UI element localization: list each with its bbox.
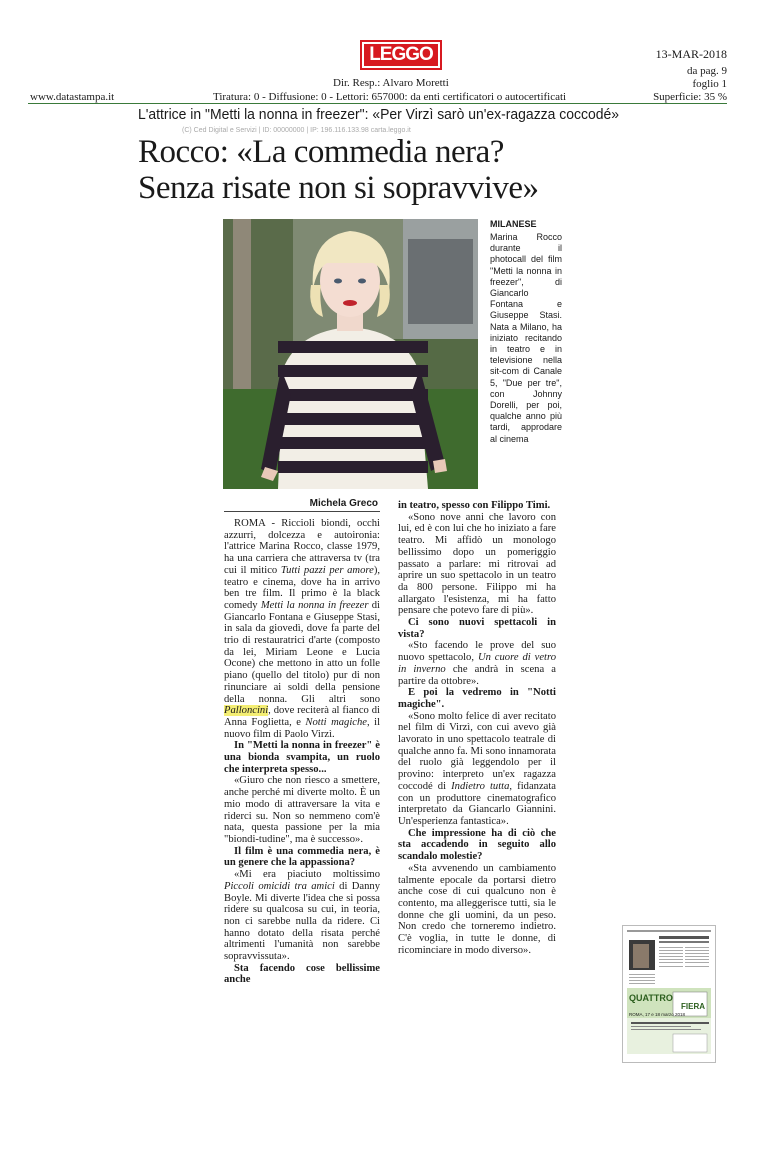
publication-date: 13-MAR-2018: [655, 47, 727, 61]
article-photo: [223, 219, 478, 489]
thumbnail-label-1: QUATTRO: [629, 993, 673, 1003]
answer-2: «Mi era piaciuto moltissimo Piccoli omicidi tra amici di Danny Boyle. Mi diverte l'idea che si possa ridere su qualcosa su cui, in teoria, non ci sarebbe nulla da ridere. Ci hanno dotato della risata perché altrimenti l'umanità non sarebbe sopravvissuta».: [224, 869, 380, 963]
page-from: da pag. 9: [686, 65, 727, 77]
answer-1: «Giuro che non riesco a smettere, anche perché mi diverte molto. È un mio modo di attraversare la vita e riderci su. Non so nemmeno com'è nata, questa passione per la mia "biondi-tudine", ma è successo».: [224, 775, 380, 845]
byline-rule: [224, 511, 380, 512]
answer-6: «Sta avvenendo un cambiamento talmente epocale da portarsi dietro anche cose di cui qualcuno non è contento, ma alleggerisce tutti, sia le donne che gli uomini, da un peso. Non credo che torneremo indietro. C'è voglia, in tutte le donne, di ricominciare in modo diverso».: [398, 862, 556, 956]
article-byline: Michela Greco: [309, 498, 378, 509]
question-3-start: Sta facendo cose bellissime anche: [224, 962, 380, 986]
website-label: www.datastampa.it: [30, 91, 115, 103]
leggo-logo: LEGGO: [360, 40, 442, 70]
page-thumbnail: [622, 925, 716, 1063]
question-5: E poi la vedremo in "Notti magiche".: [398, 687, 556, 710]
surface-label: Superficie: 35 %: [653, 91, 727, 103]
director-line: Dir. Resp.: Alvaro Moretti: [333, 77, 449, 89]
article-kicker: L'attrice in "Metti la nonna in freezer": «Per Virzì sarò un'ex-ragazza coccodé»: [138, 106, 619, 123]
question-3-end: in teatro, spesso con Filippo Timi.: [398, 500, 551, 511]
title-line-1: Rocco: «La commedia nera?: [138, 134, 504, 170]
photo-caption: Marina Rocco durante il photocall del film "Metti la nonna in freezer", di Giancarlo Fontana e Giuseppe Stasi. Nata a Milano, ha iniziato recitando in teatro e in televisione nella sit-com di Canale 5, "Due per tre", con Johnny Dorelli, per poi, qualche anno più tardi, approdare al cinema: [490, 232, 562, 444]
caption-heading: MILANESE: [490, 219, 537, 229]
thumbnail-label-2: FIERA: [681, 1002, 705, 1011]
intro-paragraph: ROMA - Riccioli biondi, occhi azzurri, dolcezza e autoironia: l'attrice Marina Rocco, classe 1979, ha una carriera che attraversa tv (tra cui il mitico Tutti pazzi per amore), teatro e cinema, dove ha in arrivo ben tre film. Il primo è la black comedy Metti la nonna in freezer di Giancarlo Fontana e Giuseppe Stasi, in sala da giovedì, dove fa parte del trio di restauratrici d'arte (composto da lei, Miriam Leone e Lucia Ocone) che mettono in atto un folle piano (quello del titolo) pur di non rinunciare ai soldi della pensione della nonna. Gli altri sono Palloncini, dove reciterà al fianco di Anna Foglietta, e Notti magiche, il nuovo film di Paolo Virzì.: [224, 518, 381, 740]
question-6: Che impressione ha di ciò che sta accadendo in seguito allo scandalo molestie?: [398, 827, 556, 863]
circulation-line: Tiratura: 0 - Diffusione: 0 - Lettori: 657000: da enti certificatori o autocertificati: [213, 91, 567, 103]
question-4: Ci sono nuovi spettacoli in vista?: [398, 617, 556, 640]
question-1: In "Metti la nonna in freezer" è una bionda svampita, un ruolo che interpreta spesso...: [224, 740, 380, 775]
article-column-2: [398, 500, 556, 956]
answer-4: «Sto facendo le prove del suo nuovo spettacolo, Un cuore di vetro in inverno che andrà in scena a partire da ottobre».: [398, 640, 556, 687]
thumbnail-line: ROMA, 17 e 18 marzo 2018: [629, 1012, 686, 1017]
question-2: Il film è una commedia nera, è un genere che la appassiona?: [224, 845, 380, 869]
answer-3: «Sono nove anni che lavoro con lui, ed è con lui che ho iniziato a fare teatro. Mi affidò un monologo bellissimo dopo un pomeriggio passato a parlare: mi ritrovai ad aprire un suo spettacolo in un teatro da 800 persone. Filippo mi ha allargato l'esistenza, mi ha fatto pensare che potevo fare di più».: [398, 511, 556, 617]
sheet-number: foglio 1: [692, 78, 727, 90]
article-credit: (C) Ced Digital e Servizi | ID: 00000000 | IP: 196.116.133.98 carta.leggo.it: [182, 127, 411, 134]
portrait-illustration: [223, 219, 478, 489]
article-column-1: [224, 518, 380, 986]
article-title: [138, 134, 658, 206]
highlighted-film-title: Palloncini: [224, 705, 269, 717]
title-line-2: Senza risate non si sopravvive»: [138, 170, 539, 206]
answer-5: «Sono molto felice di aver recitato nel film di Virzì, con cui avevo già lavorato in uno spettacolo teatrale di qualche anno fa. Mi sono innamorata del ruolo già leggendolo per il provino: interpreto un'ex ragazza coccodé di Indietro tutta, fidanzata con un produttore cinematografico interpretato da Giancarlo Giannini. Un'esperienza fantastica».: [398, 710, 556, 827]
header-rule: [28, 103, 727, 104]
